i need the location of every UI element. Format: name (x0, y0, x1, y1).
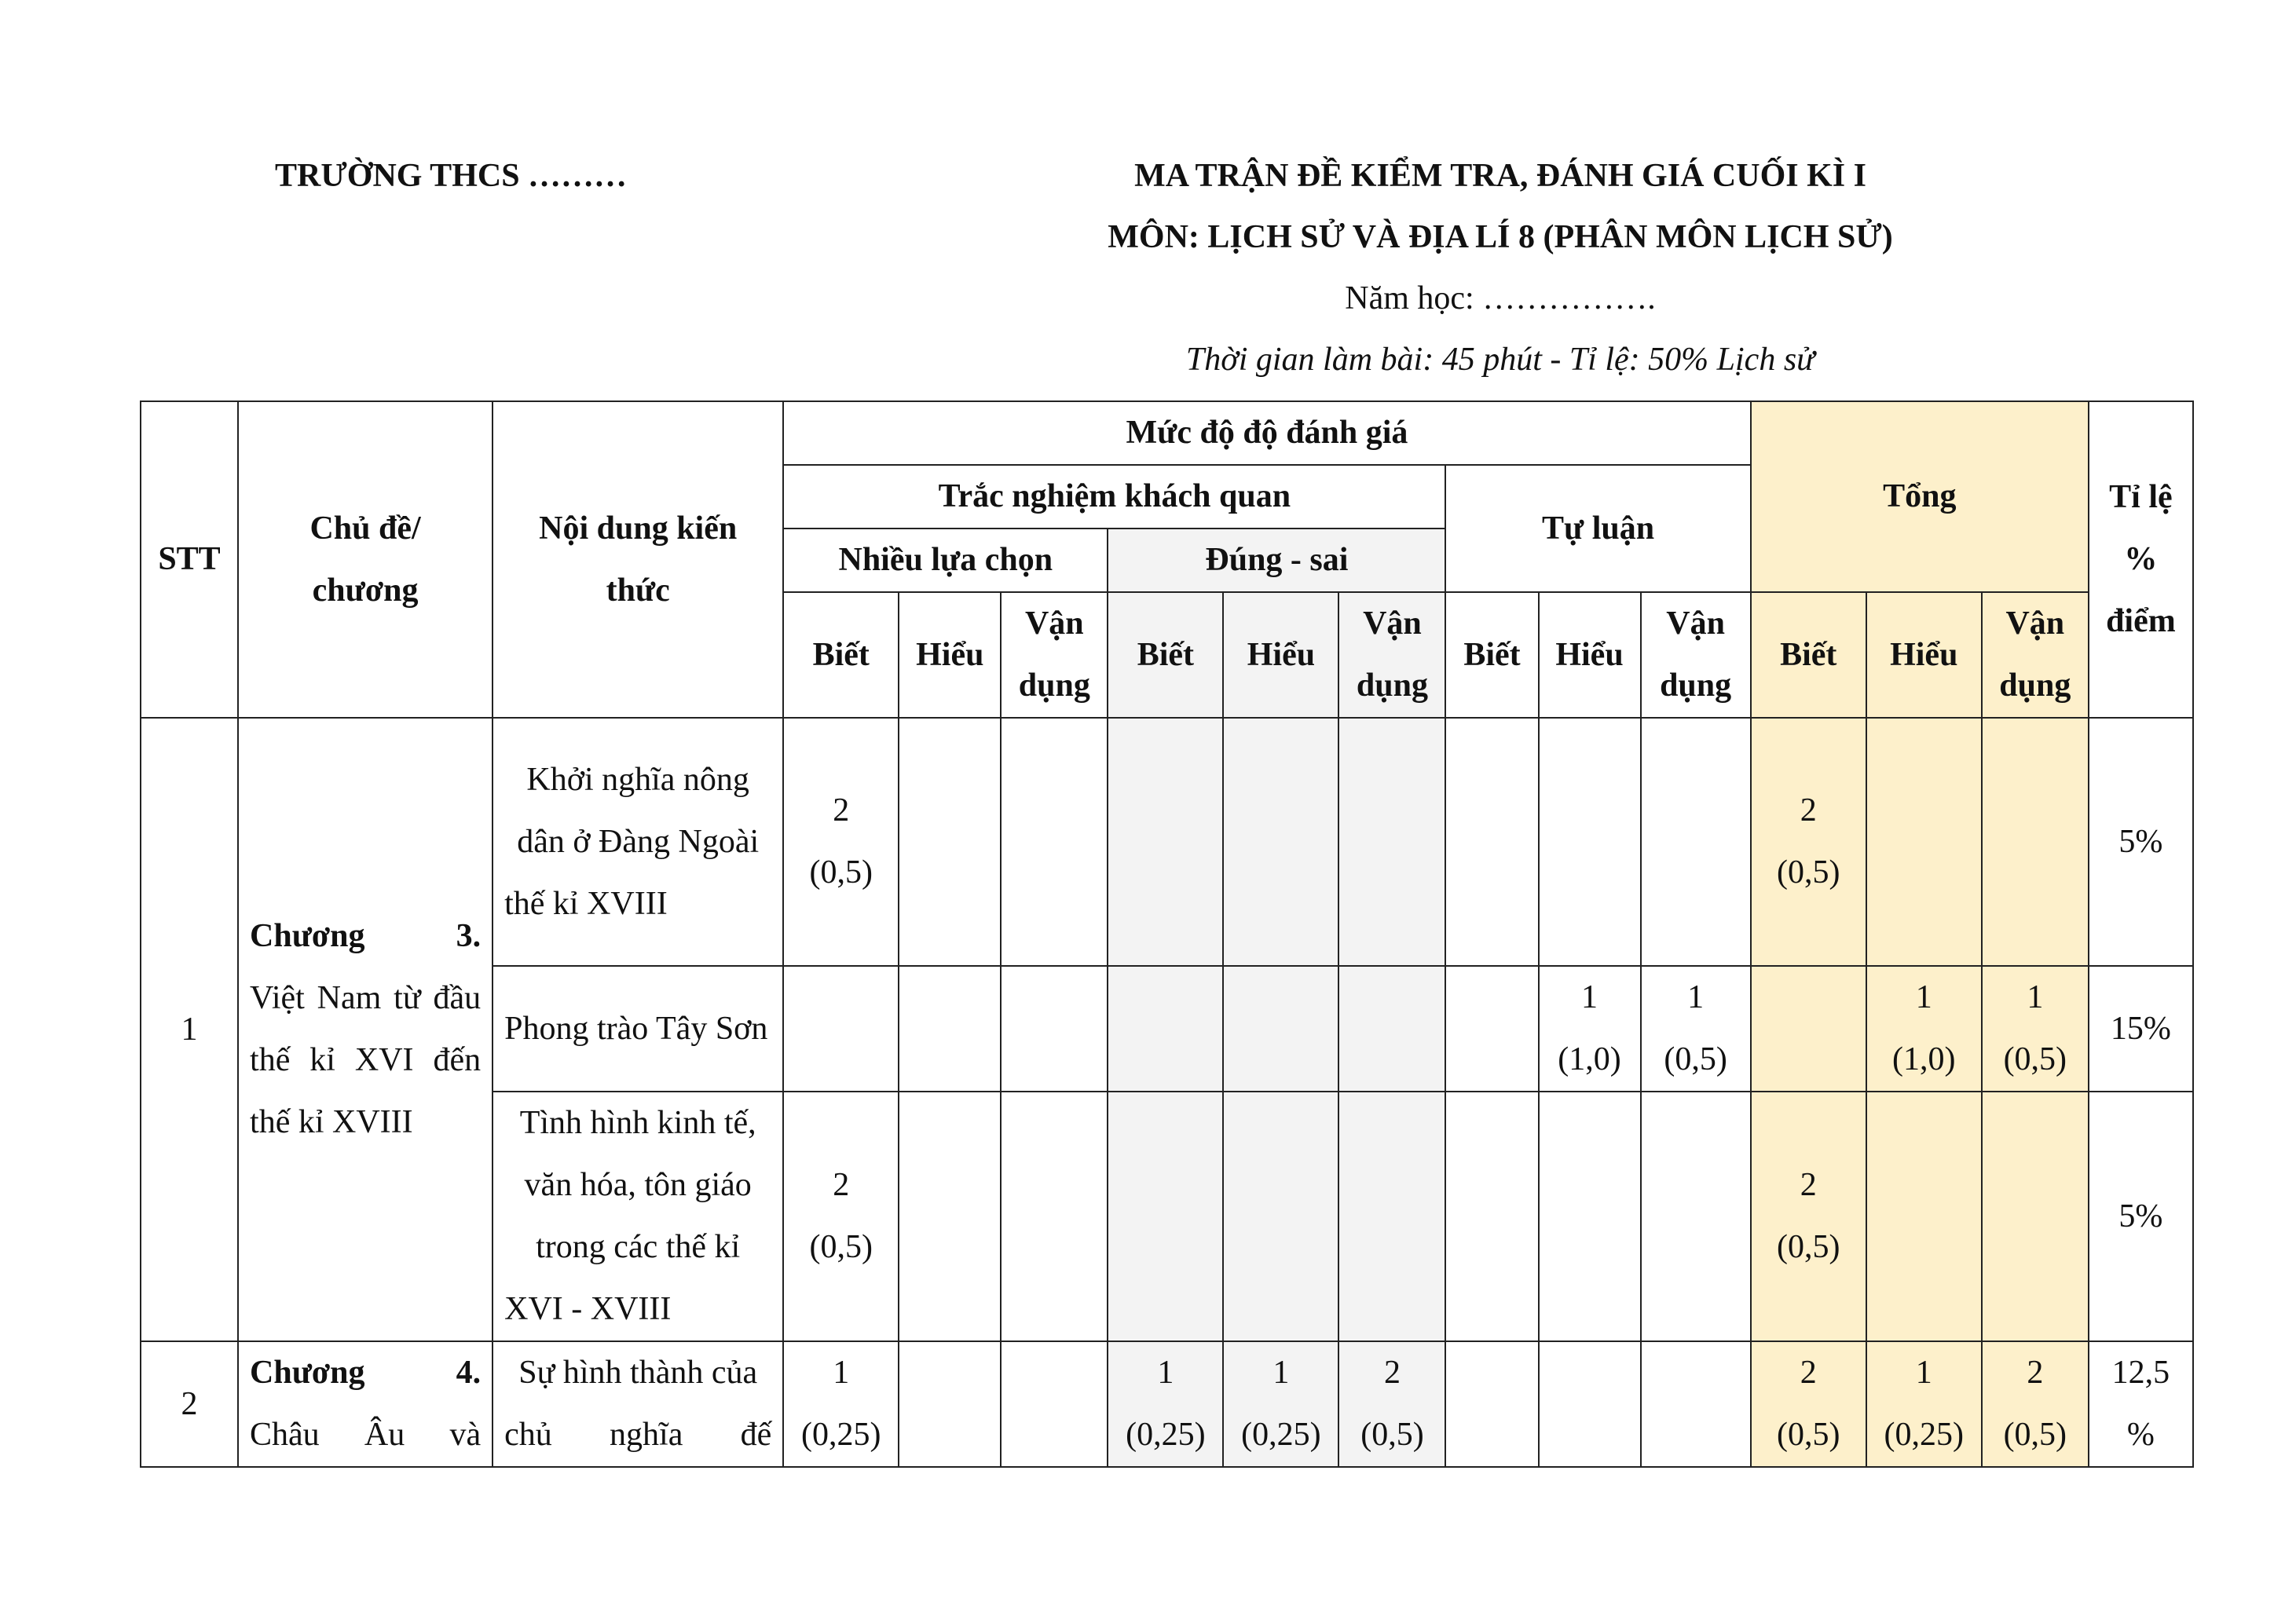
document-title: MA TRẬN ĐỀ KIỂM TRA, ĐÁNH GIÁ CUỐI KÌ I (1134, 158, 1866, 194)
header-essay-hieu: Hiểu (1539, 592, 1641, 718)
school-year: Năm học: ……………. (1345, 280, 1656, 316)
row-content: Sự hình thành của chủ nghĩa đế (493, 1341, 783, 1467)
header-essay: Tự luận (1445, 465, 1750, 592)
header-stt: STT (141, 401, 238, 718)
header-mc-biet: Biết (783, 592, 899, 718)
header-mc-hieu: Hiểu (899, 592, 1001, 718)
header-level-group: Mức độ độ đánh giá (783, 401, 1750, 465)
header-tf-hieu: Hiểu (1223, 592, 1338, 718)
cell-tf-hieu: 1 (0,25) (1223, 1341, 1338, 1467)
cell-total-van: 1 (0,5) (1982, 966, 2089, 1092)
cell-total-biet: 2 (0,5) (1751, 1341, 1866, 1467)
row-topic: Chương 4. Châu Âu và (238, 1341, 493, 1467)
table-row (141, 1341, 2193, 1467)
header-ratio: Tỉ lệ % điểm (2089, 401, 2193, 718)
row-stt: 2 (141, 1341, 238, 1467)
row-stt: 1 (141, 718, 238, 1341)
header-multi-choice: Nhiều lựa chọn (783, 529, 1108, 592)
cell-tf-van: 2 (0,5) (1338, 1341, 1445, 1467)
cell-mc-biet: 2 (0,5) (783, 1092, 899, 1341)
cell-total-hieu: 1 (0,25) (1866, 1341, 1982, 1467)
cell-ratio: 5% (2089, 1092, 2193, 1341)
cell-total-biet: 2 (0,5) (1751, 718, 1866, 966)
cell-ratio: 15% (2089, 966, 2193, 1092)
cell-total-hieu: 1 (1,0) (1866, 966, 1982, 1092)
row-content: Phong trào Tây Sơn (493, 966, 783, 1092)
row-topic: Chương 3. Việt Nam từ đầu thế kỉ XVI đến thế kỉ XVIII (238, 718, 493, 1341)
header-tf-biet: Biết (1108, 592, 1223, 718)
row-content: Tình hình kinh tế, văn hóa, tôn giáo trong các thế kỉ XVI - XVIII (493, 1092, 783, 1341)
header-objective: Trắc nghiệm khách quan (783, 465, 1445, 529)
header-content: Nội dung kiến thức (493, 401, 783, 718)
cell-ratio: 5% (2089, 718, 2193, 966)
header-true-false: Đúng - sai (1108, 529, 1445, 592)
header-essay-van: Vận dụng (1641, 592, 1751, 718)
table-row (141, 718, 2193, 966)
subject-title: MÔN: LỊCH SỬ VÀ ĐỊA LÍ 8 (PHÂN MÔN LỊCH SỬ) (1108, 219, 1893, 255)
header-topic: Chủ đề/ chương (238, 401, 493, 718)
cell-tf-biet: 1 (0,25) (1108, 1341, 1223, 1467)
cell-total-biet: 2 (0,5) (1751, 1092, 1866, 1341)
header-total-hieu: Hiểu (1866, 592, 1982, 718)
cell-ratio: 12,5 % (2089, 1341, 2193, 1467)
header-tf-van: Vận dụng (1338, 592, 1445, 718)
row-content: Khởi nghĩa nông dân ở Đàng Ngoài thế kỉ XVIII (493, 718, 783, 966)
cell-mc-biet: 1 (0,25) (783, 1341, 899, 1467)
header-mc-van: Vận dụng (1001, 592, 1108, 718)
assessment-matrix-table (140, 401, 2194, 1468)
cell-essay-hieu: 1 (1,0) (1539, 966, 1641, 1092)
cell-mc-biet: 2 (0,5) (783, 718, 899, 966)
header-total-van: Vận dụng (1982, 592, 2089, 718)
header-essay-biet: Biết (1445, 592, 1538, 718)
header-total-biet: Biết (1751, 592, 1866, 718)
cell-essay-van: 1 (0,5) (1641, 966, 1751, 1092)
exam-time: Thời gian làm bài: 45 phút - Tỉ lệ: 50% Lịch sử (1185, 342, 1815, 378)
school-name: TRƯỜNG THCS ……… (275, 158, 628, 194)
header-total: Tổng (1751, 401, 2089, 592)
cell-total-van: 2 (0,5) (1982, 1341, 2089, 1467)
